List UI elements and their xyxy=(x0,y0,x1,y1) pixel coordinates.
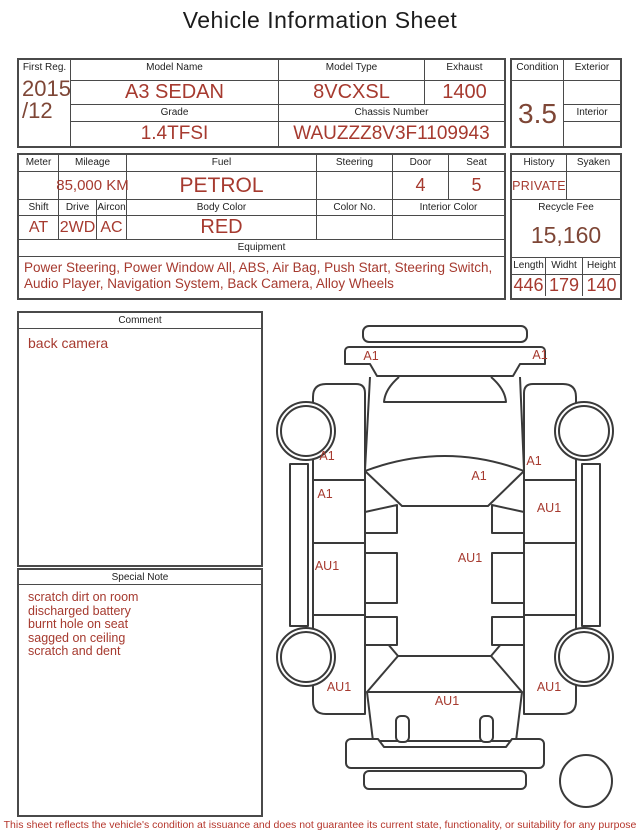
left-rear-glass xyxy=(365,617,397,645)
meter-label: Meter xyxy=(19,155,59,171)
rear-bumper xyxy=(346,739,544,768)
fuel-label: Fuel xyxy=(127,155,317,171)
model-type-value: 8VCXSL xyxy=(279,81,425,105)
body-color-value: RED xyxy=(127,216,317,239)
first-reg-cell xyxy=(19,60,71,146)
body-color-label: Body Color xyxy=(127,200,317,215)
special-note-text xyxy=(19,585,261,659)
left-door-glass xyxy=(365,553,397,603)
page-title: Vehicle Information Sheet xyxy=(182,7,458,33)
aircon-value: AC xyxy=(97,216,127,239)
comment-box xyxy=(17,311,263,567)
special-note-line: discharged battery xyxy=(28,603,131,618)
grade-value: 1.4TFSI xyxy=(71,122,279,146)
windshield xyxy=(384,377,506,402)
length-label: Length xyxy=(512,258,546,274)
door-value: 4 xyxy=(393,172,449,199)
car-damage-diagram xyxy=(270,315,640,811)
steering-label: Steering xyxy=(317,155,393,171)
roof xyxy=(365,456,524,506)
history-label: History xyxy=(512,155,567,171)
height-value: 140 xyxy=(586,275,617,295)
rear-lower-strip xyxy=(364,771,526,789)
drive-value: 2WD xyxy=(59,216,97,239)
damage-marker-au1: AU1 xyxy=(536,501,562,515)
comment-label: Comment xyxy=(118,315,162,326)
grade-label: Grade xyxy=(71,105,279,122)
model-type-label: Model Type xyxy=(279,60,425,81)
damage-marker-a1: A1 xyxy=(319,449,335,463)
damage-marker-au1: AU1 xyxy=(314,559,340,573)
syaken-value xyxy=(567,172,620,199)
special-note-label: Special Note xyxy=(111,572,169,583)
damage-marker-a1: A1 xyxy=(526,454,542,468)
front-bumper xyxy=(363,326,527,342)
right-quarter-glass xyxy=(492,505,524,533)
damage-marker-a1: A1 xyxy=(471,469,487,483)
color-no-label: Color No. xyxy=(317,200,393,215)
details-table xyxy=(17,153,506,300)
right-rear-glass xyxy=(492,617,524,645)
special-note-line: scratch dirt on room xyxy=(28,590,139,604)
condition-table xyxy=(510,58,622,148)
right-sill xyxy=(582,464,600,626)
damage-marker-au1: AU1 xyxy=(457,551,483,565)
shift-label: Shift xyxy=(19,200,59,215)
equipment-list: Power Steering, Power Window All, ABS, Air Bag, Push Start, Steering Switch, Audio Player, Navigation System, Back Camera, Alloy Wheels xyxy=(24,260,493,291)
comment-text: back camera xyxy=(28,335,109,351)
damage-marker-au1: AU1 xyxy=(434,694,460,708)
special-note-line: burnt hole on seat xyxy=(28,617,129,631)
width-label: Widht xyxy=(546,258,583,274)
damage-marker-a1: A1 xyxy=(532,348,548,362)
model-name-value: A3 SEDAN xyxy=(71,81,279,105)
seat-value: 5 xyxy=(471,175,482,195)
special-note-line: scratch and dent xyxy=(28,644,121,658)
left-sill xyxy=(290,464,308,626)
width-value: 179 xyxy=(546,275,583,296)
aircon-label: Aircon xyxy=(97,202,126,213)
interior-color-value xyxy=(393,216,504,239)
interior-color-label: Interior Color xyxy=(419,202,478,213)
first-reg-label: First Reg. xyxy=(22,62,67,73)
mileage-label: Mileage xyxy=(59,155,127,171)
mileage-value: 85,000 KM xyxy=(59,172,127,199)
drive-label: Drive xyxy=(59,200,97,215)
fuel-value: PETROL xyxy=(127,172,317,199)
model-name-label: Model Name xyxy=(71,60,279,81)
first-reg-value: 2015 /12 xyxy=(22,76,71,124)
exhaust-value: 1400 xyxy=(425,81,504,105)
condition-score: 3.5 xyxy=(512,81,564,146)
color-no-value xyxy=(317,216,393,239)
exterior-label: Exterior xyxy=(564,60,620,81)
damage-marker-a1: A1 xyxy=(363,349,379,363)
chassis-number-value: WAUZZZ8V3F1109943 xyxy=(293,123,490,144)
exhaust-label: Exhaust xyxy=(425,60,504,81)
recycle-fee-label: Recycle Fee xyxy=(538,202,594,213)
special-note-box xyxy=(17,568,263,817)
history-value: PRIVATE xyxy=(512,172,567,199)
history-table xyxy=(510,153,622,300)
damage-marker-au1: AU1 xyxy=(326,680,352,694)
left-quarter-glass xyxy=(365,505,397,533)
right-door-glass xyxy=(492,553,524,603)
spare-tire xyxy=(560,755,612,807)
chassis-number-label: Chassis Number xyxy=(279,105,504,122)
shift-value: AT xyxy=(19,216,59,239)
interior-label: Interior xyxy=(564,105,620,122)
length-value: 446 xyxy=(512,275,546,296)
exterior-score xyxy=(564,81,620,105)
syaken-label: Syaken xyxy=(576,157,611,168)
height-label: Height xyxy=(587,260,616,271)
rear-light-right xyxy=(480,716,493,742)
recycle-fee-value: 15,160 xyxy=(530,222,602,248)
meter-value xyxy=(19,172,59,199)
damage-marker-a1: A1 xyxy=(317,487,333,501)
special-note-line: sagged on ceiling xyxy=(28,630,126,645)
disclaimer-text: This sheet reflects the vehicle's condition at issuance and does not guarantee its current state, functionality, or suitability for any purpose xyxy=(3,819,637,831)
identity-table xyxy=(17,58,506,148)
door-label: Door xyxy=(393,155,449,171)
interior-score xyxy=(564,122,620,146)
condition-label: Condition xyxy=(512,60,564,81)
damage-marker-au1: AU1 xyxy=(536,680,562,694)
trunk-lid xyxy=(367,656,522,692)
seat-label: Seat xyxy=(466,157,487,168)
steering-value xyxy=(317,172,393,199)
rear-light-left xyxy=(396,716,409,742)
equipment-label: Equipment xyxy=(237,242,286,253)
